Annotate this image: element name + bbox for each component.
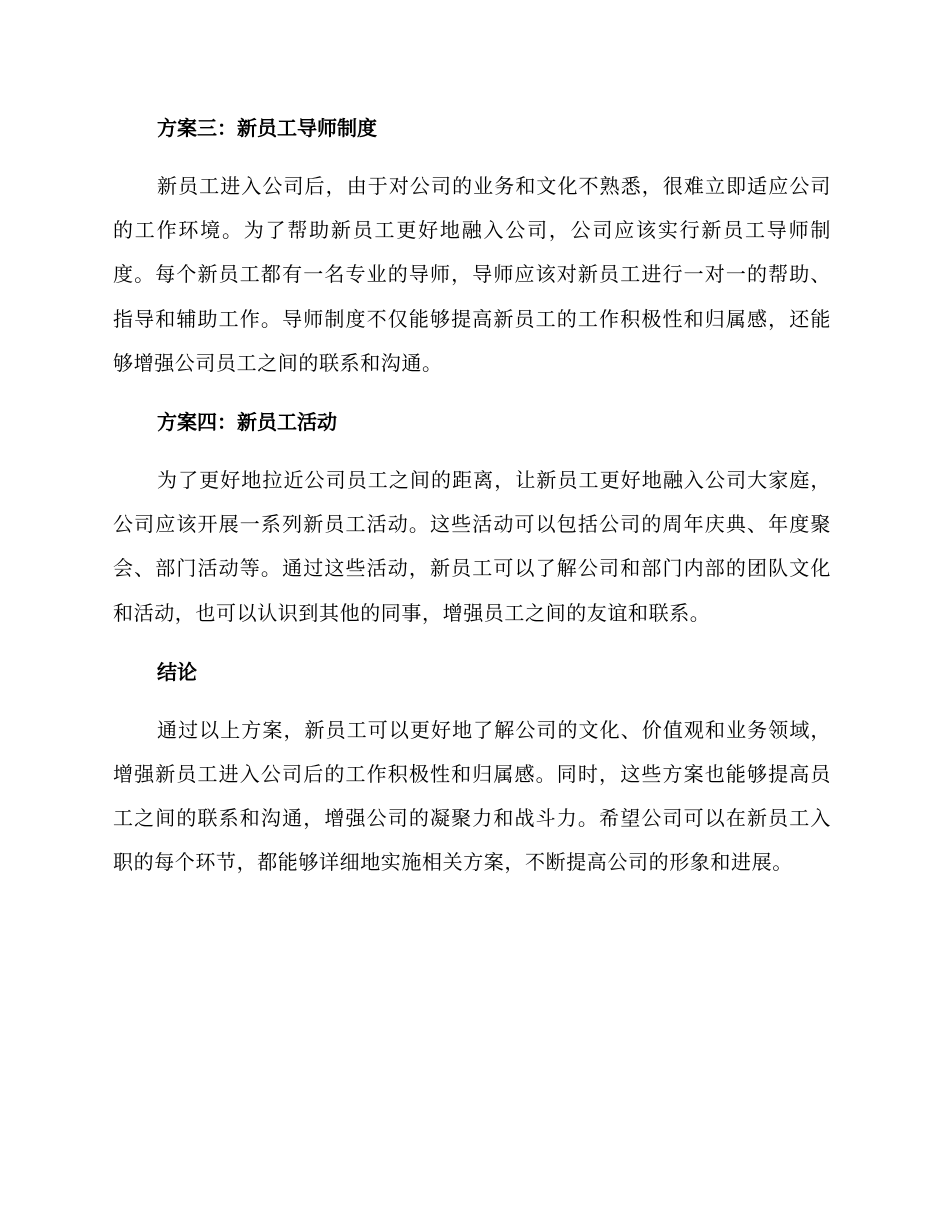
section-heading-new-employee-activities: 方案四：新员工活动: [157, 410, 337, 435]
section-paragraph-mentor-program: 新员工进入公司后，由于对公司的业务和文化不熟悉，很难立即适应公司的工作环境。为了帮助新员工更好地融入公司，公司应该实行新员工导师制度。每个新员工都有一名专业的导师，导师应该对新员工进行一对一的帮助、指导和辅助工作。导师制度不仅能够提高新员工的工作积极性和归属感，还能够增强公司员工之间的联系和沟通。: [113, 174, 831, 375]
document-body: [113, 106, 831, 885]
section-heading-conclusion: 结论: [157, 659, 197, 684]
section-heading-mentor-program: 方案三：新员工导师制度: [157, 116, 377, 140]
section-paragraph-conclusion: 通过以上方案，新员工可以更好地了解公司的文化、价值观和业务领域，增强新员工进入公司后的工作积极性和归属感。同时，这些方案也能够提高员工之间的联系和沟通，增强公司的凝聚力和战斗力。希望公司可以在新员工入职的每个环节，都能够详细地实施相关方案，不断提高公司的形象和进展。: [113, 717, 831, 875]
section-paragraph-new-employee-activities: 为了更好地拉近公司员工之间的距离，让新员工更好地融入公司大家庭，公司应该开展一系列新员工活动。这些活动可以包括公司的周年庆典、年度聚会、部门活动等。通过这些活动，新员工可以了解公司和部门内部的团队文化和活动，也可以认识到其他的同事，增强员工之间的友谊和联系。: [113, 468, 831, 625]
